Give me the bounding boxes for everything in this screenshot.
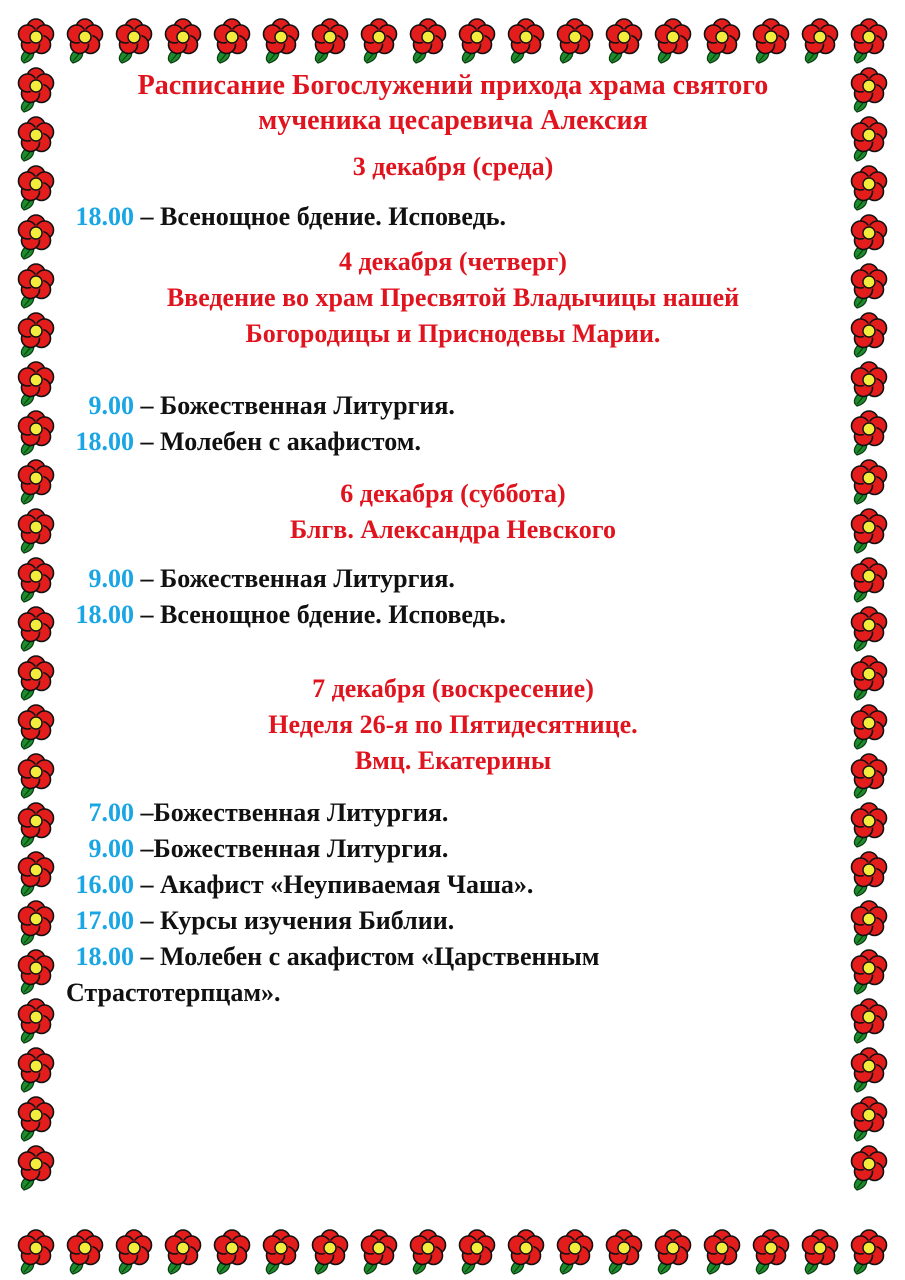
service-time: 16.00 — [75, 870, 134, 899]
flower-icon — [19, 166, 54, 210]
flower-icon — [607, 19, 642, 63]
flower-icon — [852, 1097, 887, 1141]
service-time: 9.00 — [88, 564, 134, 593]
feast-name: Введение во храм Пресвятой Владычицы нашей — [166, 283, 740, 312]
flower-icon — [852, 509, 887, 553]
flower-icon — [313, 19, 348, 63]
flower-icon — [607, 1230, 642, 1274]
flower-icon — [19, 1048, 54, 1092]
day-section-dec-7 — [66, 671, 840, 1011]
flower-icon — [803, 19, 838, 63]
flower-icon — [362, 1230, 397, 1274]
flower-icon — [852, 117, 887, 161]
flower-icon — [264, 19, 299, 63]
flower-icon — [264, 1230, 299, 1274]
flower-icon — [852, 19, 887, 63]
service-row — [66, 867, 840, 903]
flower-icon — [215, 19, 250, 63]
flower-icon — [852, 1146, 887, 1190]
day-heading — [66, 244, 840, 352]
flower-icon — [166, 1230, 201, 1274]
flower-icon — [19, 558, 54, 602]
day-date: 4 декабря (четверг) — [339, 247, 567, 276]
day-date: 6 декабря (суббота) — [340, 479, 566, 508]
day-heading — [66, 476, 840, 548]
service-name: – Курсы изучения Библии. — [134, 906, 455, 935]
feast-name: Неделя 26-я по Пятидесятнице. — [268, 710, 638, 739]
service-name: – Акафист «Неупиваемая Чаша». — [134, 870, 534, 899]
flower-icon — [362, 19, 397, 63]
flower-icon — [19, 607, 54, 651]
flower-icon — [852, 999, 887, 1043]
flower-icon — [19, 362, 54, 406]
day-section-dec-6 — [66, 476, 840, 633]
flower-icon — [411, 19, 446, 63]
service-name: –Божественная Литургия. — [134, 798, 449, 827]
flower-icon — [754, 1230, 789, 1274]
service-row — [66, 424, 840, 460]
flower-icon — [852, 852, 887, 896]
service-name: – Божественная Литургия. — [134, 391, 455, 420]
flower-icon — [117, 19, 152, 63]
flower-icon — [852, 1048, 887, 1092]
flower-icon — [852, 362, 887, 406]
flower-icon — [852, 558, 887, 602]
flower-icon — [19, 705, 54, 749]
service-row — [66, 388, 840, 424]
service-name: – Всенощное бдение. Исповедь. — [134, 600, 506, 629]
flower-icon — [19, 950, 54, 994]
page-title — [66, 68, 840, 138]
flower-icon — [117, 1230, 152, 1274]
feast-name: Вмц. Екатерины — [354, 746, 552, 775]
day-section-dec-3 — [66, 149, 840, 235]
flower-icon — [656, 1230, 691, 1274]
flower-icon — [19, 68, 54, 112]
flower-icon — [411, 1230, 446, 1274]
service-time: 18.00 — [75, 942, 134, 971]
flower-icon — [852, 460, 887, 504]
day-date: 7 декабря (воскресение) — [312, 674, 594, 703]
service-row — [66, 199, 840, 235]
flower-icon — [656, 19, 691, 63]
flower-icon — [852, 754, 887, 798]
flower-icon — [852, 264, 887, 308]
service-time: 18.00 — [75, 427, 134, 456]
service-name: – Молебен с акафистом. — [134, 427, 421, 456]
flower-icon — [852, 803, 887, 847]
flower-icon — [19, 852, 54, 896]
flower-icon — [509, 1230, 544, 1274]
flower-icon — [19, 999, 54, 1043]
flower-icon — [852, 215, 887, 259]
flower-icon — [215, 1230, 250, 1274]
day-heading — [66, 149, 840, 185]
flower-icon — [558, 1230, 593, 1274]
flower-icon — [313, 1230, 348, 1274]
day-section-dec-4 — [66, 244, 840, 460]
flower-icon — [852, 950, 887, 994]
service-time: 18.00 — [75, 600, 134, 629]
service-row — [66, 831, 840, 867]
flower-icon — [19, 411, 54, 455]
flower-icon — [705, 19, 740, 63]
service-name: – Всенощное бдение. Исповедь. — [134, 202, 506, 231]
feast-name: Блгв. Александра Невского — [290, 515, 616, 544]
service-time: 17.00 — [75, 906, 134, 935]
flower-icon — [754, 19, 789, 63]
flower-icon — [852, 705, 887, 749]
service-time: 9.00 — [88, 391, 134, 420]
feast-name: Богородицы и Приснодевы Марии. — [245, 319, 661, 348]
flower-icon — [509, 19, 544, 63]
flower-icon — [852, 313, 887, 357]
flower-icon — [19, 754, 54, 798]
flower-icon — [705, 1230, 740, 1274]
title-line-2: мученика цесаревича Алексия — [258, 105, 648, 136]
flower-icon — [19, 1230, 54, 1274]
service-name: –Божественная Литургия. — [134, 834, 449, 863]
flower-icon — [68, 1230, 103, 1274]
flower-icon — [852, 1230, 887, 1274]
title-line-1: Расписание Богослужений прихода храма святого — [137, 70, 769, 101]
service-continuation: Страстотерпцам». — [66, 978, 281, 1007]
service-name: – Молебен с акафистом «Царственным — [134, 942, 600, 971]
flower-icon — [852, 166, 887, 210]
service-name: – Божественная Литургия. — [134, 564, 455, 593]
flower-icon — [852, 411, 887, 455]
service-row — [66, 939, 840, 975]
flower-icon — [803, 1230, 838, 1274]
flower-icon — [19, 901, 54, 945]
flower-icon — [19, 313, 54, 357]
day-date: 3 декабря (среда) — [352, 152, 554, 181]
flower-icon — [19, 1097, 54, 1141]
service-time: 18.00 — [75, 202, 134, 231]
flower-icon — [19, 803, 54, 847]
flower-icon — [19, 264, 54, 308]
service-row — [66, 795, 840, 831]
flower-icon — [166, 19, 201, 63]
service-row — [66, 561, 840, 597]
flower-icon — [460, 1230, 495, 1274]
flower-icon — [852, 68, 887, 112]
flower-icon — [852, 901, 887, 945]
day-heading — [66, 671, 840, 779]
service-row — [66, 597, 840, 633]
flower-icon — [19, 509, 54, 553]
flower-icon — [460, 19, 495, 63]
service-time: 9.00 — [88, 834, 134, 863]
flower-icon — [19, 460, 54, 504]
flower-icon — [19, 1146, 54, 1190]
service-time: 7.00 — [88, 798, 134, 827]
flower-icon — [852, 656, 887, 700]
schedule-document — [66, 68, 840, 1011]
flower-icon — [19, 19, 54, 63]
flower-icon — [558, 19, 593, 63]
flower-icon — [68, 19, 103, 63]
service-row — [66, 903, 840, 939]
flower-icon — [19, 215, 54, 259]
flower-icon — [852, 607, 887, 651]
flower-icon — [19, 117, 54, 161]
flower-icon — [19, 656, 54, 700]
